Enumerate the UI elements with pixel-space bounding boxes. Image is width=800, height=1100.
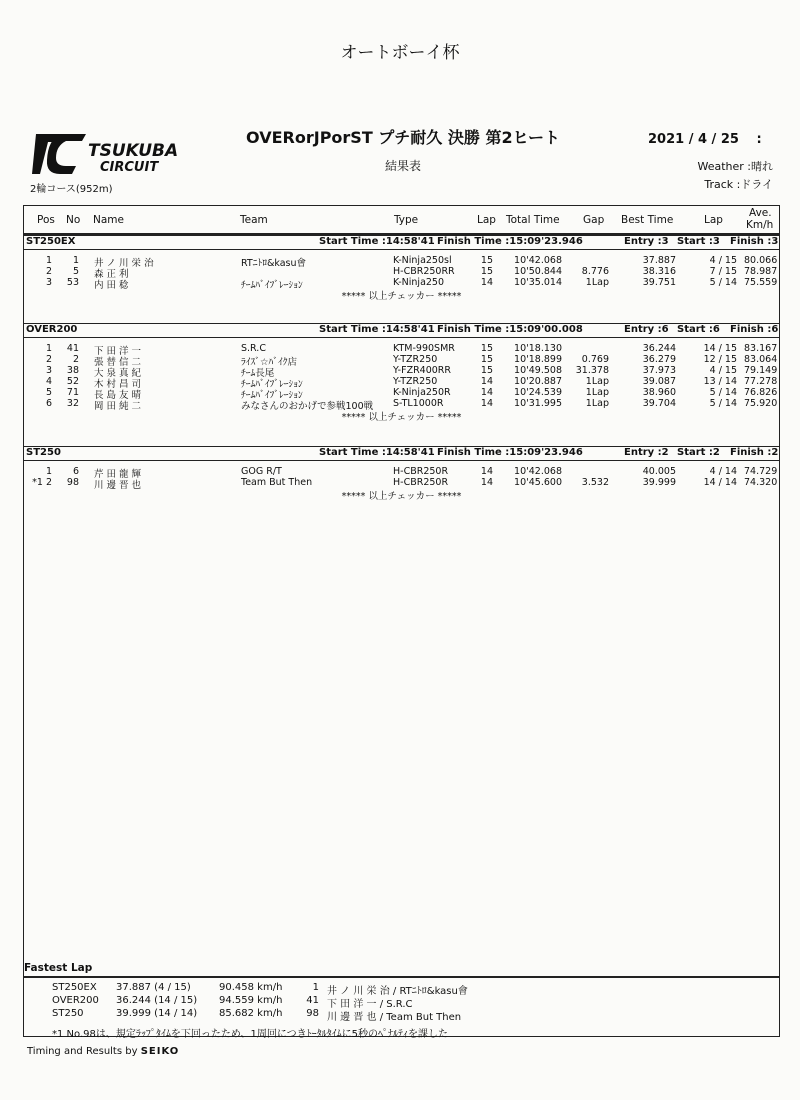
cell-pos: 1 bbox=[45, 343, 52, 354]
cell-total: 10'45.600 bbox=[514, 477, 562, 488]
cell-lap: 15 bbox=[480, 255, 493, 266]
cell-total: 10'18.899 bbox=[514, 354, 562, 365]
svg-text:TSUKUBA: TSUKUBA bbox=[88, 141, 179, 161]
cell-total: 10'18.130 bbox=[514, 343, 562, 354]
event-title: OVERorJPorST プチ耐久 決勝 第2ヒート bbox=[246, 128, 560, 147]
footer-credit: Timing and Results by SEIKO bbox=[27, 1046, 180, 1057]
class-finish-time: Finish Time :15:09'23.946 bbox=[437, 447, 583, 458]
class-finish-time: Finish Time :15:09'23.946 bbox=[437, 236, 583, 247]
class-start: Start :6 bbox=[677, 324, 720, 335]
cell-ave: 83.064 bbox=[744, 354, 778, 365]
col-kmh: Km/h bbox=[746, 219, 774, 231]
fastest-lap-divider bbox=[23, 976, 780, 978]
cell-ave: 75.559 bbox=[744, 277, 778, 288]
checker-line: ***** 以上チェッカー ***** bbox=[341, 491, 462, 502]
column-header-row bbox=[23, 205, 780, 235]
table-row bbox=[24, 354, 779, 368]
cell-no: 71 bbox=[66, 387, 79, 398]
class-finish: Finish :6 bbox=[730, 324, 779, 335]
cell-lap: 15 bbox=[480, 343, 493, 354]
class-start-time: Start Time :14:58'41 bbox=[319, 236, 435, 247]
cell-bestlap: 12 / 15 bbox=[703, 354, 737, 365]
cell-pos: 1 bbox=[45, 255, 52, 266]
cell-name: 木 村 昌 司 bbox=[94, 379, 142, 390]
track-condition: Track :ドライ bbox=[704, 178, 773, 191]
cell-best: 39.704 bbox=[642, 398, 676, 409]
cell-best: 36.279 bbox=[642, 354, 676, 365]
class-start-time: Start Time :14:58'41 bbox=[319, 447, 435, 458]
cell-total: 10'49.508 bbox=[514, 365, 562, 376]
tsukuba-circuit-logo bbox=[30, 132, 205, 177]
cell-ave: 74.320 bbox=[744, 477, 778, 488]
cell-type: H-CBR250RR bbox=[393, 266, 455, 277]
col-ave: Ave. bbox=[749, 207, 772, 219]
cell-ave: 77.278 bbox=[744, 376, 778, 387]
weather: Weather :晴れ bbox=[697, 160, 773, 173]
cell-total: 10'50.844 bbox=[514, 266, 562, 277]
cell-team: S.R.C bbox=[241, 343, 266, 354]
cell-team: Team But Then bbox=[241, 477, 313, 488]
cell-best: 40.005 bbox=[642, 466, 676, 477]
cell-no: 38 bbox=[66, 365, 79, 376]
cell-best: 36.244 bbox=[642, 343, 676, 354]
class-name: OVER200 bbox=[26, 324, 78, 335]
cell-name: 長 島 友 晴 bbox=[94, 390, 142, 401]
cell-no: 2 bbox=[72, 354, 79, 365]
cell-type: S-TL1000R bbox=[393, 398, 444, 409]
cell-name: 芹 田 龍 輝 bbox=[94, 469, 142, 480]
class-start-time: Start Time :14:58'41 bbox=[319, 324, 435, 335]
cell-no: 6 bbox=[72, 466, 79, 477]
cell-pos: 4 bbox=[45, 376, 52, 387]
table-row bbox=[24, 477, 779, 491]
cell-gap: 0.769 bbox=[581, 354, 609, 365]
cell-total: 10'20.887 bbox=[514, 376, 562, 387]
cell-team: GOG R/T bbox=[241, 466, 282, 477]
class-name: ST250EX bbox=[26, 236, 76, 247]
col-team: Team bbox=[240, 214, 268, 226]
cell-type: K-Ninja250R bbox=[393, 387, 451, 398]
cell-gap: 8.776 bbox=[581, 266, 609, 277]
cell-type: K-Ninja250 bbox=[393, 277, 445, 288]
cell-name: 井 ノ 川 栄 治 bbox=[94, 258, 154, 269]
cell-total: 10'24.539 bbox=[514, 387, 562, 398]
col-lap: Lap bbox=[477, 214, 496, 226]
cell-type: H-CBR250R bbox=[393, 477, 449, 488]
cell-pos: 3 bbox=[45, 365, 52, 376]
cell-gap: 1Lap bbox=[585, 387, 609, 398]
class-entry: Entry :2 bbox=[624, 447, 669, 458]
col-pos: Pos bbox=[37, 214, 55, 226]
cell-pos: 1 bbox=[45, 466, 52, 477]
cell-total: 10'42.068 bbox=[514, 466, 562, 477]
cell-bestlap: 14 / 15 bbox=[703, 343, 737, 354]
class-finish: Finish :2 bbox=[730, 447, 779, 458]
cell-best: 39.751 bbox=[642, 277, 676, 288]
cell-gap: 1Lap bbox=[585, 376, 609, 387]
cell-type: H-CBR250R bbox=[393, 466, 449, 477]
class-entry: Entry :6 bbox=[624, 324, 669, 335]
cell-ave: 75.920 bbox=[744, 398, 778, 409]
cell-name: 川 邊 晋 也 bbox=[94, 480, 142, 491]
cell-lap: 14 bbox=[480, 277, 493, 288]
table-row bbox=[24, 255, 779, 269]
col-gap: Gap bbox=[583, 214, 605, 226]
cell-bestlap: 5 / 14 bbox=[709, 277, 737, 288]
cell-bestlap: 13 / 14 bbox=[703, 376, 737, 387]
cell-team: ﾗｲｽﾞ☆ﾊﾞｲｸ店 bbox=[241, 357, 298, 368]
col-type: Type bbox=[394, 214, 419, 226]
cell-team: ﾁｰﾑﾊﾞｲﾌﾞﾚｰｼｮﾝ bbox=[241, 379, 303, 390]
cell-no: 1 bbox=[72, 255, 79, 266]
cell-name: 内 田 稔 bbox=[94, 280, 129, 291]
cell-no: 41 bbox=[66, 343, 79, 354]
cell-lap: 15 bbox=[480, 266, 493, 277]
cell-lap: 14 bbox=[480, 477, 493, 488]
cell-no: 98 bbox=[66, 477, 79, 488]
cell-gap: 1Lap bbox=[585, 277, 609, 288]
cell-total: 10'31.995 bbox=[514, 398, 562, 409]
cell-bestlap: 5 / 14 bbox=[709, 387, 737, 398]
checker-line: ***** 以上チェッカー ***** bbox=[341, 412, 462, 423]
cell-team: ﾁｰﾑﾊﾞｲﾌﾞﾚｰｼｮﾝ bbox=[241, 390, 303, 401]
cell-type: Y-TZR250 bbox=[393, 354, 438, 365]
col-no: No bbox=[66, 214, 81, 226]
cell-team: みなさんのおかげで参戦100戦 bbox=[241, 401, 374, 412]
cell-pos: 2 bbox=[45, 266, 52, 277]
table-row bbox=[24, 398, 779, 412]
cell-bestlap: 5 / 14 bbox=[709, 398, 737, 409]
cell-ave: 80.066 bbox=[744, 255, 778, 266]
cell-best: 39.999 bbox=[642, 477, 676, 488]
checker-line: ***** 以上チェッカー ***** bbox=[341, 291, 462, 302]
cell-name: 大 泉 真 紀 bbox=[94, 368, 142, 379]
cell-lap: 14 bbox=[480, 466, 493, 477]
penalty-note: *1 No.98は、規定ﾗｯﾌﾟﾀｲﾑを下回ったため、1周回につきﾄｰﾀﾙﾀｲﾑに5秒のﾍﾟﾅﾙﾃｨを課した bbox=[52, 1029, 448, 1040]
col-best-lap: Lap bbox=[704, 214, 723, 226]
cell-name: 下 田 洋 一 bbox=[94, 346, 142, 357]
class-header bbox=[24, 235, 779, 250]
cell-ave: 76.826 bbox=[744, 387, 778, 398]
cell-best: 37.887 bbox=[642, 255, 676, 266]
cell-team: ﾁｰﾑ長尾 bbox=[241, 368, 275, 379]
cell-pos: 2 bbox=[45, 354, 52, 365]
cell-name: 岡 田 純 二 bbox=[94, 401, 142, 412]
course-label: 2輪コース(952m) bbox=[30, 184, 113, 195]
cell-best: 38.960 bbox=[642, 387, 676, 398]
cell-no: 32 bbox=[66, 398, 79, 409]
cell-pos: 3 bbox=[45, 277, 52, 288]
fastest-lap-title: Fastest Lap bbox=[24, 962, 93, 974]
cell-lap: 15 bbox=[480, 365, 493, 376]
cell-pos: *1 2 bbox=[32, 477, 52, 488]
col-total-time: Total Time bbox=[506, 214, 560, 226]
fastest-lap-row: OVER200 36.244 (14 / 15) 94.559 km/h 41 下 田 洋 一 / S.R.C bbox=[52, 995, 413, 1010]
cell-bestlap: 4 / 14 bbox=[709, 466, 737, 477]
table-row bbox=[24, 365, 779, 379]
cell-type: Y-FZR400RR bbox=[393, 365, 452, 376]
cell-lap: 14 bbox=[480, 398, 493, 409]
class-entry: Entry :3 bbox=[624, 236, 669, 247]
col-best-time: Best Time bbox=[621, 214, 674, 226]
cell-bestlap: 7 / 15 bbox=[709, 266, 737, 277]
cell-name: 森 正 利 bbox=[94, 269, 129, 280]
cell-pos: 5 bbox=[45, 387, 52, 398]
cell-type: Y-TZR250 bbox=[393, 376, 438, 387]
table-row bbox=[24, 266, 779, 280]
cell-ave: 78.987 bbox=[744, 266, 778, 277]
class-header bbox=[24, 446, 779, 461]
cell-best: 39.087 bbox=[642, 376, 676, 387]
fastest-lap-row: ST250EX 37.887 (4 / 15) 90.458 km/h 1 井 ノ 川 栄 治 / RTﾆﾄﾛ&kasu會 bbox=[52, 982, 468, 997]
cell-bestlap: 4 / 15 bbox=[709, 255, 737, 266]
cell-bestlap: 4 / 15 bbox=[709, 365, 737, 376]
cell-ave: 74.729 bbox=[744, 466, 778, 477]
cell-lap: 14 bbox=[480, 376, 493, 387]
cell-total: 10'42.068 bbox=[514, 255, 562, 266]
fastest-lap-row: ST250 39.999 (14 / 14) 85.682 km/h 98 川 邊 晋 也 / Team But Then bbox=[52, 1008, 462, 1023]
results-subtitle: 結果表 bbox=[384, 159, 421, 173]
cell-gap: 1Lap bbox=[585, 398, 609, 409]
cell-no: 53 bbox=[66, 277, 79, 288]
cell-pos: 6 bbox=[45, 398, 52, 409]
cell-bestlap: 14 / 14 bbox=[703, 477, 737, 488]
class-start: Start :2 bbox=[677, 447, 720, 458]
race-date: 2021 / 4 / 25 : bbox=[648, 132, 762, 147]
table-row bbox=[24, 466, 779, 480]
cell-gap: 3.532 bbox=[581, 477, 609, 488]
cell-total: 10'35.014 bbox=[514, 277, 562, 288]
cell-no: 5 bbox=[72, 266, 79, 277]
cell-type: KTM-990SMR bbox=[393, 343, 455, 354]
seiko-brand: SEIKO bbox=[140, 1046, 180, 1057]
class-finish: Finish :3 bbox=[730, 236, 779, 247]
cup-title: オートボーイ杯 bbox=[340, 43, 460, 63]
class-start: Start :3 bbox=[677, 236, 720, 247]
cell-team: ﾁｰﾑﾊﾞｲﾌﾞﾚｰｼｮﾝ bbox=[241, 280, 303, 291]
table-row bbox=[24, 277, 779, 291]
cell-best: 37.973 bbox=[642, 365, 676, 376]
cell-type: K-Ninja250sl bbox=[393, 255, 452, 266]
cell-ave: 83.167 bbox=[744, 343, 778, 354]
class-finish-time: Finish Time :15:09'00.008 bbox=[437, 324, 583, 335]
cell-lap: 15 bbox=[480, 354, 493, 365]
cell-team: RTﾆﾄﾛ&kasu會 bbox=[241, 258, 306, 269]
cell-best: 38.316 bbox=[642, 266, 676, 277]
cell-lap: 14 bbox=[480, 387, 493, 398]
table-row bbox=[24, 376, 779, 390]
table-row bbox=[24, 387, 779, 401]
class-header bbox=[24, 323, 779, 338]
table-row bbox=[24, 343, 779, 357]
svg-text:CIRCUIT: CIRCUIT bbox=[100, 160, 159, 175]
class-name: ST250 bbox=[26, 447, 61, 458]
cell-gap: 31.378 bbox=[575, 365, 609, 376]
cell-ave: 79.149 bbox=[744, 365, 778, 376]
cell-no: 52 bbox=[66, 376, 79, 387]
cell-name: 張 替 信 二 bbox=[94, 357, 142, 368]
col-name: Name bbox=[93, 214, 124, 226]
